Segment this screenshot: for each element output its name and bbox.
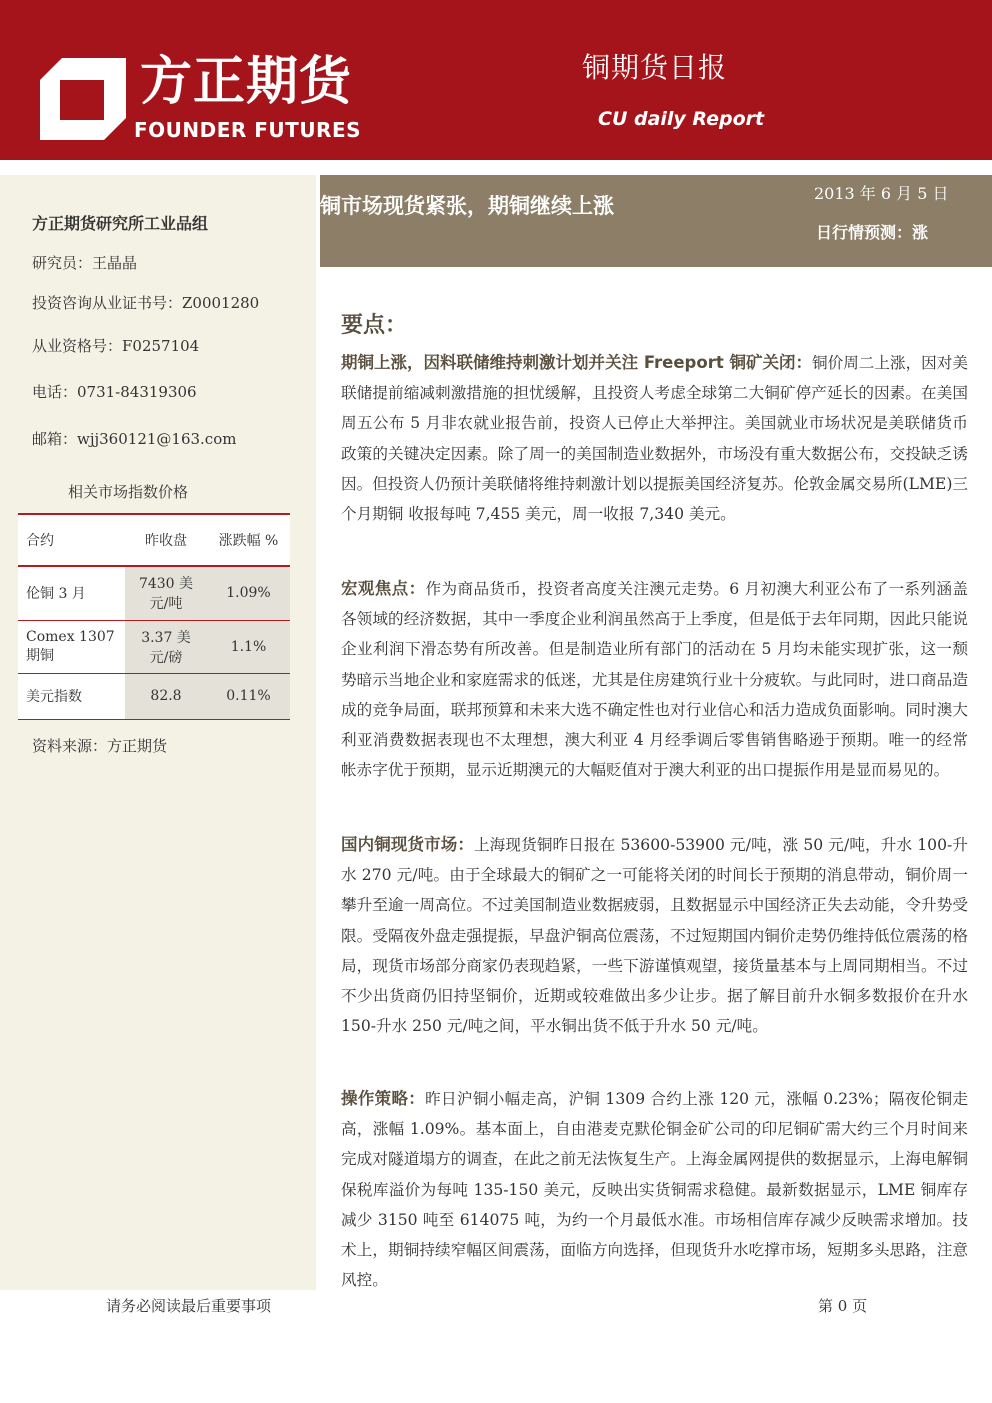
table-header-row: [18, 514, 290, 566]
certificate-number: 投资咨询从业证书号：Z0001280: [32, 294, 260, 312]
paragraph-lead: 操作策略：: [341, 1089, 426, 1108]
key-points-heading: 要点：: [341, 313, 408, 338]
report-header: [0, 0, 992, 160]
brand-name-en: FOUNDER FUTURES: [134, 118, 362, 142]
report-date: 2013 年 6 月 5 日: [814, 184, 949, 203]
email-address: 邮箱：wjj360121@163.com: [32, 430, 237, 448]
paragraph-lead: 宏观焦点：: [341, 579, 426, 598]
column-header: 昨收盘: [125, 514, 207, 566]
founder-logo-icon: [40, 58, 126, 140]
article-title: 铜市场现货紧张，期铜继续上涨: [320, 194, 614, 218]
table-cell: 3.37 美元/磅: [125, 620, 207, 673]
index-table-caption: 相关市场指数价格: [68, 483, 189, 501]
paragraph-domestic-spot: [341, 830, 968, 1041]
table-row: [18, 566, 290, 620]
footer-notice: 请务必阅读最后重要事项: [106, 1297, 272, 1315]
table-cell: 0.11%: [207, 673, 290, 719]
paragraph-macro-focus: [341, 574, 968, 785]
paragraph-strategy: [341, 1084, 968, 1295]
table-cell: Comex 1307 期铜: [18, 620, 125, 673]
research-group: 方正期货研究所工业品组: [32, 214, 209, 233]
table-cell: 美元指数: [18, 673, 125, 719]
researcher-name: 研究员：王晶晶: [32, 254, 138, 272]
paragraph-text: 上海现货铜昨日报在 53600-53900 元/吨，涨 50 元/吨，升水 100-升水 270 元/吨。由于全球最大的铜矿之一可能将关闭的时间长于预期的消息带动，铜价周一攀升至逾一周高位。不过美国制造业数据疲弱，且数据显示中国经济正失去动能，令升势受限。受隔夜外盘走强提振，早盘沪铜高位震荡，不过短期国内铜价走势仍维持低位震荡的格局，现货市场部分商家仍表现趋紧，一些下游谨慎观望，接货量基本与上周同期相当。不过不少出货商仍旧持坚铜价，近期或较难做出多少让步。据了解目前升水铜多数报价在升水 150-升水 250 元/吨之间，平水铜出货不低于升水 50 元/吨。: [341, 836, 969, 1036]
table-row: [18, 620, 290, 673]
table-cell: 1.09%: [207, 566, 290, 620]
column-header: 涨跌幅 %: [207, 514, 290, 566]
report-title-en: CU daily Report: [598, 108, 765, 130]
paragraph-text: 作为商品货币，投资者高度关注澳元走势。6 月初澳大利亚公布了一系列涵盖各领域的经济数据，其中一季度企业利润虽然高于上季度，但是低于去年同期，因此只能说企业利润下滑态势有所改善。但是制造业所有部门的活动在 5 月均未能实现扩张，这一颓势暗示当地企业和家庭需求的低迷，尤其是住房建筑行业十分疲软。与此同时，进口商品造成的竞争局面，联邦预算和未来大选不确定性也对行业信心和活力造成负面影响。同时澳大利亚消费数据表现也不太理想，澳大利亚 4 月经季调后零售销售略逊于预期。唯一的经常帐赤字优于预期，显示近期澳元的大幅贬值对于澳大利亚的出口提振作用是显而易见的。: [341, 580, 968, 780]
report-title-cn: 铜期货日报: [582, 51, 728, 84]
brand-name-cn: 方正期货: [140, 52, 353, 112]
paragraph-lead: 期铜上涨，因料联储维持刺激计划并关注 Freeport 铜矿关闭：: [341, 353, 812, 372]
daily-forecast: 日行情预测：涨: [816, 223, 929, 242]
paragraph-lead: 国内铜现货市场：: [341, 835, 474, 854]
paragraph-copper-rise: [341, 348, 968, 529]
market-index-table: [18, 513, 290, 720]
table-cell: 7430 美元/吨: [125, 566, 207, 620]
phone-number: 电话：0731-84319306: [32, 383, 197, 401]
paragraph-text: 铜价周二上涨，因对美联储提前缩减刺激措施的担忧缓解，且投资人考虑全球第二大铜矿停产延长的因素。在美国周五公布 5 月非农就业报告前，投资人已停止大举押注。美国就业市场状况是美联储货币政策的关键决定因素。除了周一的美国制造业数据外，市场没有重大数据公布，交投缺乏诱因。但投资人仍预计美联储将维持刺激计划以提振美国经济复苏。伦敦金属交易所(LME)三个月期铜 收报每吨 7,455 美元，周一收报 7,340 美元。: [341, 354, 968, 524]
table-row: [18, 673, 290, 719]
page-number: 第 0 页: [818, 1297, 868, 1315]
table-cell: 1.1%: [207, 620, 290, 673]
data-source: 资料来源：方正期货: [32, 737, 168, 755]
table-cell: 伦铜 3 月: [18, 566, 125, 620]
column-header: 合约: [18, 514, 125, 566]
table-cell: 82.8: [125, 673, 207, 719]
paragraph-text: 昨日沪铜小幅走高，沪铜 1309 合约上涨 120 元，涨幅 0.23%；隔夜伦铜走高，涨幅 1.09%。基本面上，自由港麦克默伦铜金矿公司的印尼铜矿需大约三个月时间来完成对隧道塌方的调查，在此之前无法恢复生产。上海金属网提供的数据显示，上海电解铜保税库溢价为每吨 135-150 美元，反映出实货铜需求稳健。最新数据显示，LME 铜库存减少 3150 吨至 614075 吨，为约一个月最低水准。市场相信库存减少反映需求增加。技术上，期铜持续窄幅区间震荡，面临方向选择，但现货升水吃撑市场，短期多头思路，注意风控。: [341, 1090, 968, 1290]
qualification-number: 从业资格号：F0257104: [32, 337, 200, 355]
